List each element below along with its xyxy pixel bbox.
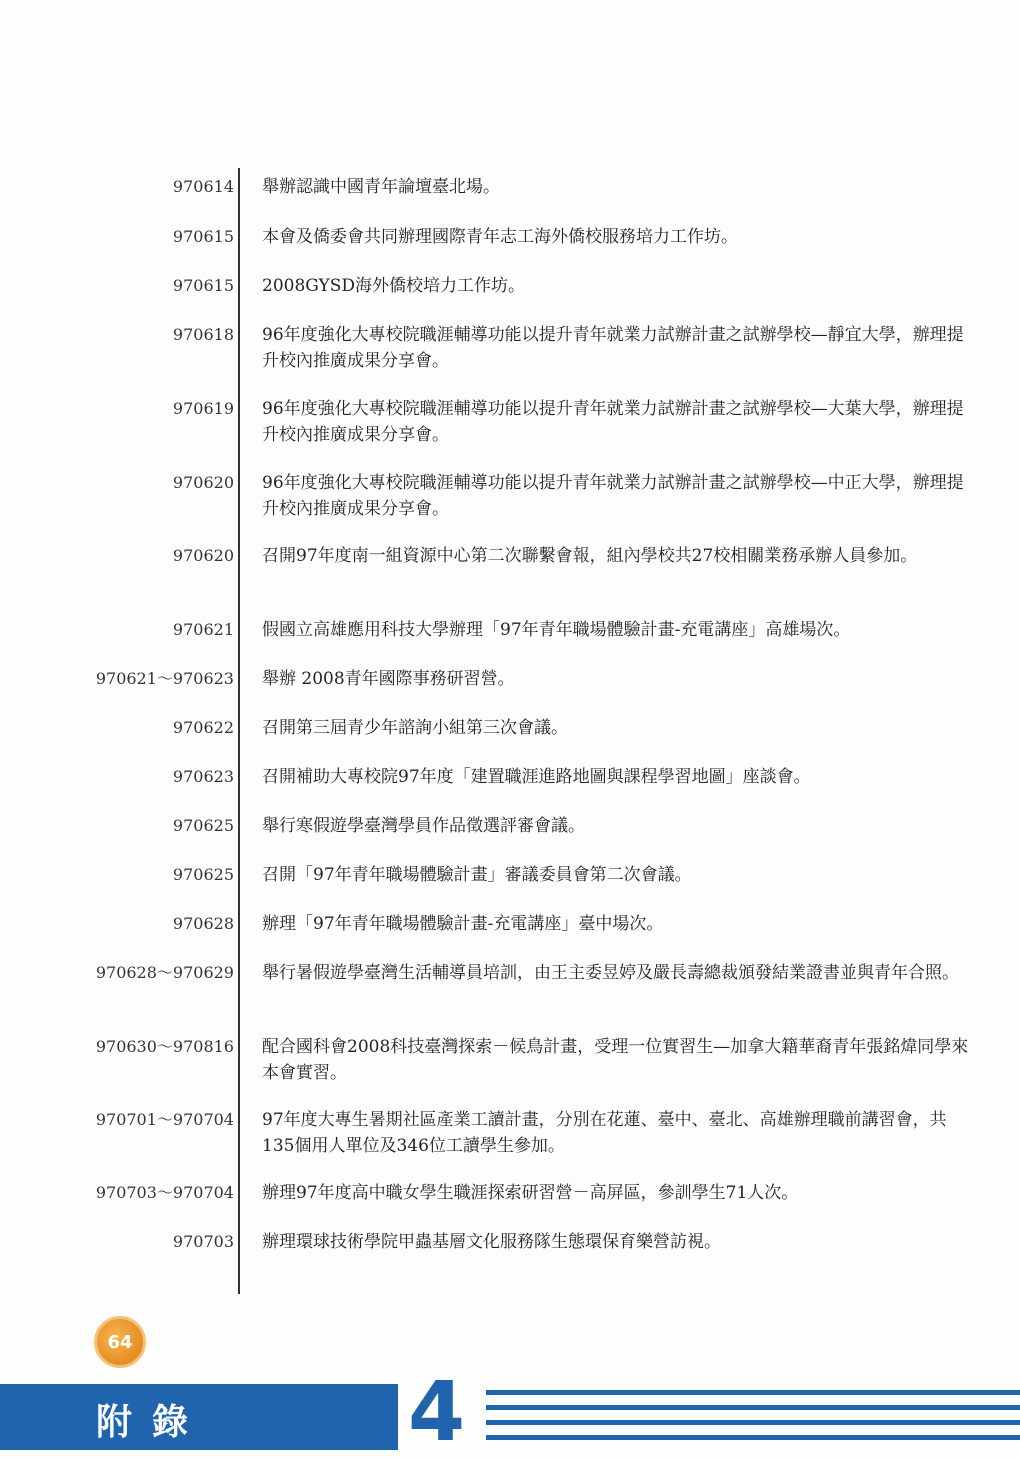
page-number: 64 xyxy=(107,1331,133,1353)
entry-date: 970628 xyxy=(172,914,234,933)
entry-date: 970625 xyxy=(172,816,234,835)
footer-decorative-lines xyxy=(486,1388,1020,1450)
footer-line xyxy=(486,1390,1020,1395)
entry-date: 970701～970704 xyxy=(95,1110,234,1129)
entry-description: 96年度強化大專校院職涯輔導功能以提升青年就業力試辦計畫之試辦學校—靜宜大學，辦理提升校內推廣成果分享會。 xyxy=(262,325,964,371)
chapter-number: 4 xyxy=(408,1365,466,1460)
section-title: 附錄 xyxy=(96,1401,209,1443)
entry-description: 假國立高雄應用科技大學辦理「97年青年職場體驗計畫-充電講座」高雄場次。 xyxy=(262,620,851,640)
entry-description: 辦理「97年青年職場體驗計畫-充電講座」臺中場次。 xyxy=(262,914,664,934)
entry-date: 970614 xyxy=(172,177,234,196)
entry-description: 召開第三屆青少年諮詢小組第三次會議。 xyxy=(262,718,568,738)
entry-description: 96年度強化大專校院職涯輔導功能以提升青年就業力試辦計畫之試辦學校—中正大學，辦理提升校內推廣成果分享會。 xyxy=(262,473,964,519)
footer-line xyxy=(486,1405,1020,1410)
entry-date: 970621～970623 xyxy=(95,669,234,688)
entry-description: 舉行寒假遊學臺灣學員作品徵選評審會議。 xyxy=(262,816,585,836)
entry-description: 2008GYSD海外僑校培力工作坊。 xyxy=(262,276,526,296)
entry-date: 970619 xyxy=(172,399,234,418)
entry-date: 970615 xyxy=(172,227,234,246)
entry-description: 召開97年度南一組資源中心第二次聯繫會報，組內學校共27校相關業務承辦人員參加。 xyxy=(262,546,918,566)
entry-description: 辦理97年度高中職女學生職涯探索研習營－高屏區，參訓學生71人次。 xyxy=(262,1183,799,1203)
entry-description: 舉辦認識中國青年論壇臺北場。 xyxy=(262,177,500,197)
entry-description: 辦理環球技術學院甲蟲基層文化服務隊生態環保育樂營訪視。 xyxy=(262,1232,721,1252)
entry-date: 970621 xyxy=(172,620,234,639)
entry-description: 召開補助大專校院97年度「建置職涯進路地圖與課程學習地圖」座談會。 xyxy=(262,767,811,787)
entry-date: 970618 xyxy=(172,325,234,344)
entry-date: 970628～970629 xyxy=(95,963,234,982)
entry-description: 97年度大專生暑期社區產業工讀計畫，分別在花蓮、臺中、臺北、高雄辦理職前講習會，共135個用人單位及346位工讀學生參加。 xyxy=(262,1110,947,1156)
footer-line xyxy=(486,1435,1020,1440)
entry-date: 970703 xyxy=(172,1232,234,1251)
entry-description: 舉行暑假遊學臺灣生活輔導員培訓，由王主委昱婷及嚴長壽總裁頒發結業證書並與青年合照。 xyxy=(262,963,959,983)
entry-date: 970622 xyxy=(172,718,234,737)
entry-description: 本會及僑委會共同辦理國際青年志工海外僑校服務培力工作坊。 xyxy=(262,227,738,247)
entry-date: 970623 xyxy=(172,767,234,786)
page-number-badge xyxy=(94,1316,146,1368)
entry-date: 970625 xyxy=(172,865,234,884)
entry-date: 970620 xyxy=(172,546,234,565)
footer-line xyxy=(486,1420,1020,1425)
entry-date: 970703～970704 xyxy=(95,1183,234,1202)
entry-description: 配合國科會2008科技臺灣探索－候鳥計畫，受理一位實習生—加拿大籍華裔青年張銘煒同學來本會實習。 xyxy=(262,1037,969,1083)
entry-description: 96年度強化大專校院職涯輔導功能以提升青年就業力試辦計畫之試辦學校—大葉大學，辦理提升校內推廣成果分享會。 xyxy=(262,399,964,445)
entry-date: 970620 xyxy=(172,473,234,492)
entry-description: 召開「97年青年職場體驗計畫」審議委員會第二次會議。 xyxy=(262,865,692,885)
entry-description: 舉辦 2008青年國際事務研習營。 xyxy=(262,669,515,689)
entry-date: 970630～970816 xyxy=(95,1037,234,1056)
entry-date: 970615 xyxy=(172,276,234,295)
timeline-divider xyxy=(238,168,240,1294)
